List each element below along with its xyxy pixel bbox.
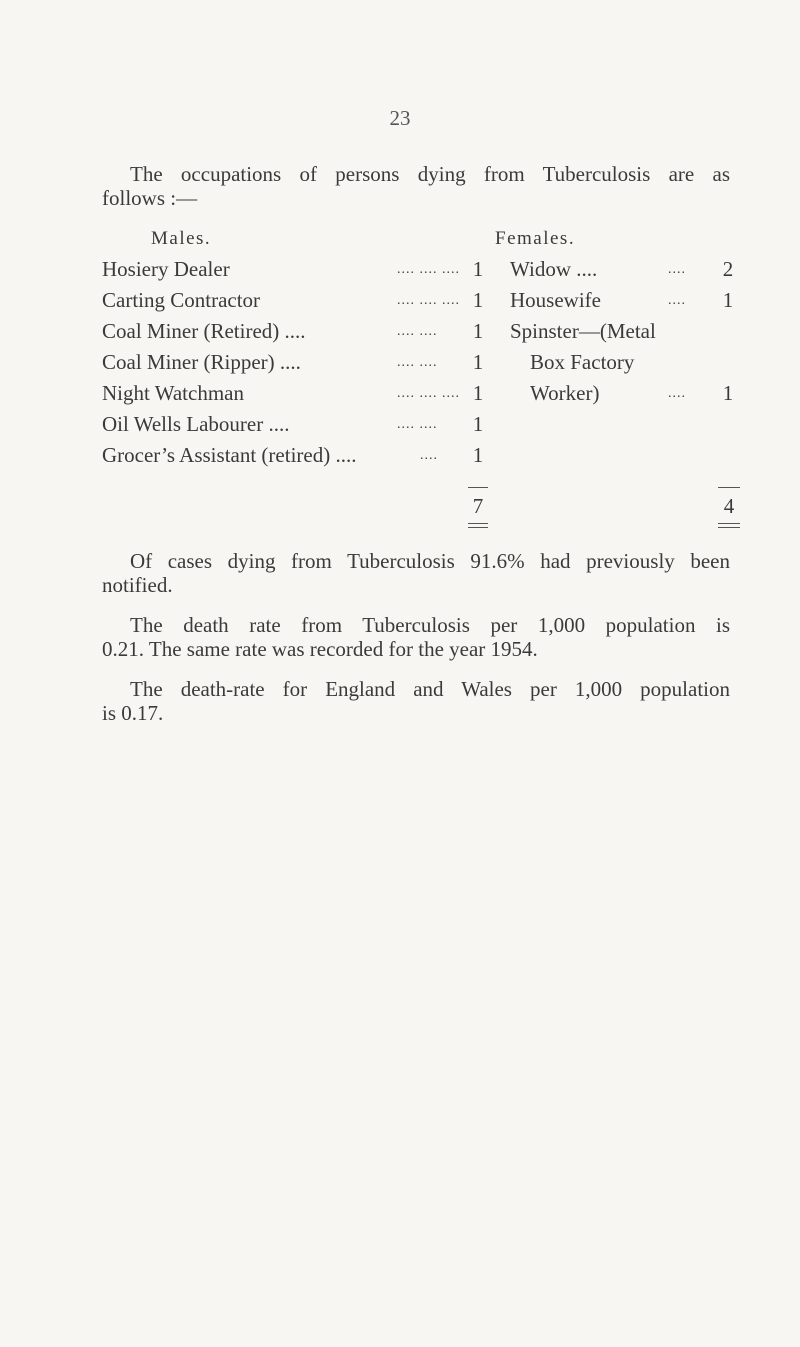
males-row-label: Coal Miner (Ripper) ....: [102, 350, 301, 374]
males-total: 7: [472, 494, 484, 518]
table-row: [530, 347, 634, 377]
males-row-value: 1: [472, 319, 484, 343]
males-row-value: 1: [472, 412, 484, 436]
paragraph-line: Of cases dying from Tuberculosis 91.6% had previously been: [130, 549, 730, 573]
paragraph-line: notified.: [102, 573, 173, 597]
females-row-label: Spinster—(Metal: [510, 319, 656, 343]
table-row: [102, 316, 484, 346]
females-row-value: 2: [722, 257, 734, 281]
paragraph-line: is 0.17.: [102, 701, 164, 725]
leader-dots: .... ....: [397, 417, 438, 432]
intro-paragraph: [102, 162, 730, 210]
males-row-label: Night Watchman: [102, 381, 244, 405]
males-row-label: Grocer’s Assistant (retired) ....: [102, 443, 357, 467]
males-row-value: 1: [472, 257, 484, 281]
females-row-label: Housewife: [510, 288, 601, 312]
paragraph-line: The death-rate for England and Wales per 1,000 population: [130, 677, 730, 701]
intro-line-2: follows :—: [102, 186, 198, 210]
males-row-label: Oil Wells Labourer ....: [102, 412, 290, 436]
males-row-label: Hosiery Dealer: [102, 257, 230, 281]
males-total-double-rule: [468, 523, 488, 528]
table-row: [102, 440, 484, 470]
leader-dots: ....: [420, 448, 438, 463]
males-row-label: Carting Contractor: [102, 288, 261, 312]
leader-dots: .... ....: [397, 355, 438, 370]
females-row-value: 1: [722, 288, 734, 312]
table-row: [102, 347, 484, 377]
males-row-value: 1: [472, 443, 484, 467]
males-row-label: Coal Miner (Retired) ....: [102, 319, 306, 343]
females-row-label: Widow ....: [510, 257, 598, 281]
paragraph-line: The death rate from Tuberculosis per 1,000 population is: [130, 613, 730, 637]
paragraph-england-wales: [102, 677, 730, 725]
females-row-label: Worker): [530, 381, 600, 405]
table-row: [510, 254, 734, 284]
page-number: 23: [389, 106, 411, 130]
leader-dots: .... .... ....: [397, 386, 460, 401]
females-total-rule: [718, 487, 740, 488]
females-total-double-rule: [718, 523, 740, 528]
females-row-value: 1: [722, 381, 734, 405]
table-row: [102, 285, 484, 315]
paragraph-death-rate: [102, 613, 730, 661]
males-heading: Males.: [151, 228, 212, 249]
intro-line-1: The occupations of persons dying from Tuberculosis are as: [130, 162, 730, 186]
leader-dots: ....: [668, 262, 686, 277]
table-row: [102, 378, 484, 408]
females-row-label: Box Factory: [530, 350, 635, 374]
leader-dots: .... ....: [397, 324, 438, 339]
females-total: 4: [723, 494, 735, 518]
leader-dots: .... .... ....: [397, 262, 460, 277]
table-row: [102, 254, 484, 284]
males-total-rule: [468, 487, 488, 488]
females-heading: Females.: [495, 228, 576, 249]
table-row: [102, 409, 484, 439]
table-row: [510, 316, 656, 346]
leader-dots: ....: [668, 293, 686, 308]
paragraph-notified: [102, 549, 730, 597]
paragraph-line: 0.21. The same rate was recorded for the year 1954.: [102, 637, 538, 661]
table-row: [530, 378, 734, 408]
leader-dots: .... .... ....: [397, 293, 460, 308]
leader-dots: ....: [668, 386, 686, 401]
table-row: [510, 285, 734, 315]
males-row-value: 1: [472, 381, 484, 405]
males-row-value: 1: [472, 288, 484, 312]
males-row-value: 1: [472, 350, 484, 374]
